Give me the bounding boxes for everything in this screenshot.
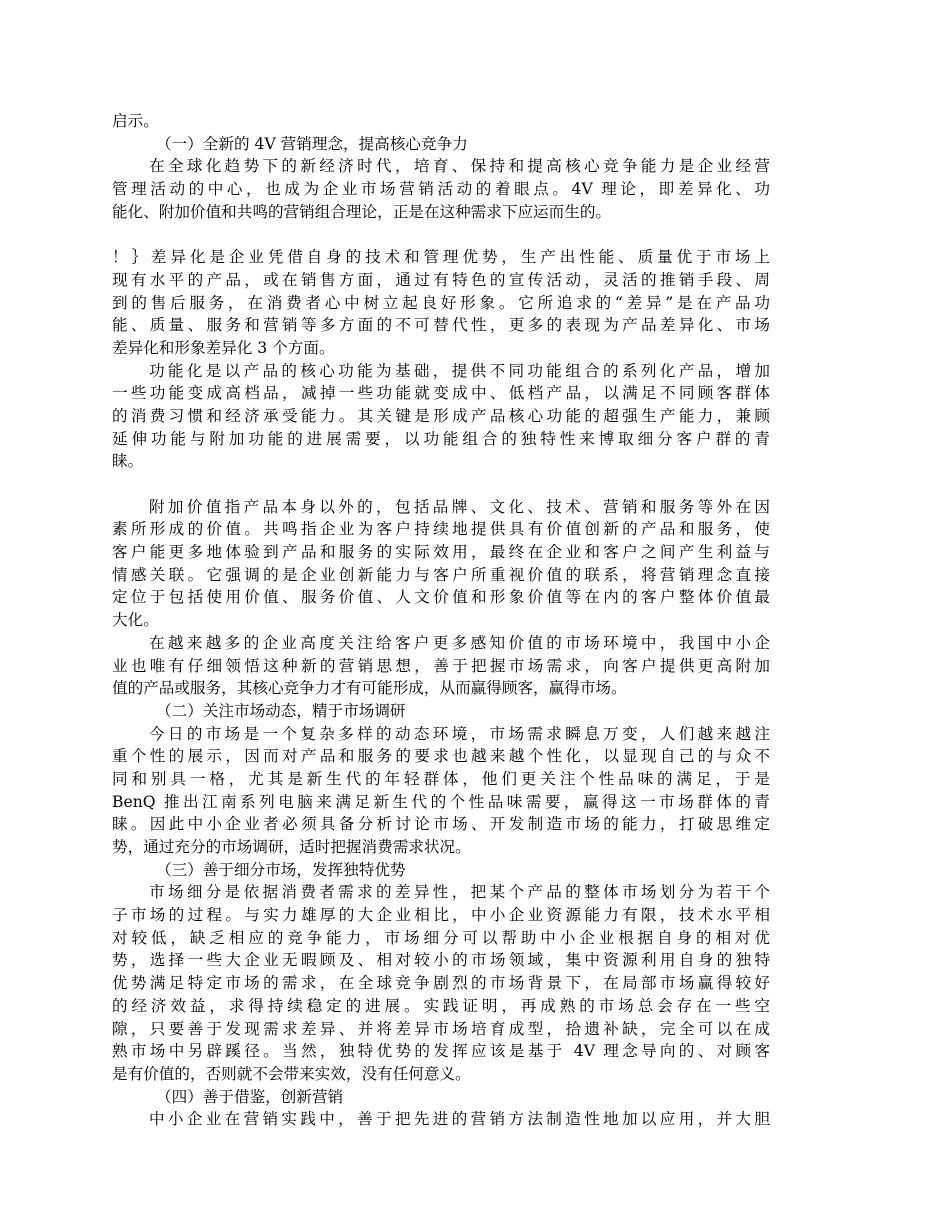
- text-line: 隙，只要善于发现需求差异、并将差异市场培育成型，拾遗补缺，完全可以在成: [112, 1019, 770, 1038]
- blank-line: [112, 223, 770, 246]
- text-line: 睐。: [112, 452, 144, 471]
- text-line: 情感关联。它强调的是企业创新能力与客户所重视价值的联系，将营销理念直接: [112, 565, 770, 584]
- text-line: 能、质量、服务和营销等多方面的不可替代性，更多的表现为产品差异化、市场: [112, 316, 770, 335]
- text-line: 睐。因此中小企业者必须具备分析讨论市场、开发制造市场的能力，打破思维定: [112, 815, 770, 834]
- text-line: 大化。: [112, 611, 159, 630]
- text-line: 业也唯有仔细领悟这种新的营销思想，善于把握市场需求，向客户提供更高附加: [112, 656, 770, 675]
- document-page: [112, 110, 770, 1131]
- section-heading: （三）善于细分市场，发挥独特优势: [156, 860, 406, 879]
- paragraph-first-line: 功能化是以产品的核心功能为基础，提供不同功能组合的系列化产品，增加: [149, 361, 770, 380]
- text-line: 延伸功能与附加功能的进展需要，以功能组合的独特性来博取细分客户群的青: [112, 429, 770, 448]
- paragraph-first-line: 在全球化趋势下的新经济时代，培育、保持和提高核心竞争能力是企业经营: [149, 157, 770, 176]
- text-line: 对较低，缺乏相应的竞争能力，市场细分可以帮助中小企业根据自身的相对优: [112, 928, 770, 947]
- paragraph-first-line: 市场细分是依据消费者需求的差异性，把某个产品的整体市场划分为若干个: [149, 883, 770, 902]
- section-heading: （四）善于借鉴，创新营销: [156, 1087, 344, 1106]
- text-line: 熟市场中另辟蹊径。当然，独特优势的发挥应该是基于 4V 理念导向的、对顾客: [112, 1042, 770, 1061]
- text-line: BenQ 推出江南系列电脑来满足新生代的个性品味需要，赢得这一市场群体的青: [112, 792, 770, 811]
- text-line: 值的产品或服务，其核心竞争力才有可能形成，从而赢得顾客，赢得市场。: [112, 679, 627, 698]
- text-line: 势，通过充分的市场调研，适时把握消费需求状况。: [112, 838, 471, 856]
- paragraph-first-line: 今日的市场是一个复杂多样的动态环境，市场需求瞬息万变，人们越来越注: [149, 724, 770, 743]
- text-line: 子市场的过程。与实力雄厚的大企业相比，中小企业资源能力有限，技术水平相: [112, 906, 770, 925]
- text-line: 的经济效益，求得持续稳定的进展。实践证明，再成熟的市场总会存在一些空: [112, 996, 770, 1015]
- section-heading: （一）全新的 4V 营销理念，提高核心竞争力: [156, 134, 468, 153]
- text-line: 的消费习惯和经济承受能力。其关键是形成产品核心功能的超强生产能力，兼顾: [112, 406, 770, 425]
- text-line: 重个性的展示，因而对产品和服务的要求也越来越个性化，以显现自己的与众不: [112, 747, 770, 766]
- paragraph-first-line: 中小企业在营销实践中，善于把先进的营销方法制造性地加以应用，并大胆: [149, 1110, 770, 1129]
- section-heading: （二）关注市场动态，精于市场调研: [156, 701, 406, 720]
- paragraph-first-line: 附加价值指产品本身以外的，包括品牌、文化、技术、营销和服务等外在因: [149, 497, 770, 516]
- text-line: 到的售后服务，在消费者心中树立起良好形象。它所追求的“差异”是在产品功: [112, 293, 770, 312]
- text-line: 客户能更多地体验到产品和服务的实际效用，最终在企业和客户之间产生利益与: [112, 543, 770, 562]
- text-line: 管理活动的中心，也成为企业市场营销活动的着眼点。4V 理论，即差异化、功: [112, 180, 770, 199]
- text-line: 势，选择一些大企业无暇顾及、相对较小的市场领域，集中资源利用自身的独特: [112, 951, 770, 970]
- text-line: 一些功能变成高档品，减掉一些功能就变成中、低档产品，以满足不同顾客群体: [112, 384, 770, 403]
- text-line: 定位于包括使用价值、服务价值、人文价值和形象价值等在内的客户整体价值最: [112, 588, 770, 607]
- paragraph-first-line: 在越来越多的企业高度关注给客户更多感知价值的市场环境中，我国中小企: [149, 633, 770, 652]
- text-line: 优势满足特定市场的需求，在全球竞争剧烈的市场背景下，在局部市场赢得较好: [112, 974, 770, 993]
- paragraph-first-line: ！｝差异化是企业凭借自身的技术和管理优势，生产出性能、质量优于市场上: [112, 248, 770, 267]
- text-line: 差异化和形象差异化 3 个方面。: [112, 338, 335, 357]
- text-line: 是有价值的，否则就不会带来实效，没有任何意义。: [112, 1064, 471, 1083]
- text-line: 启示。: [112, 112, 159, 130]
- blank-line: [112, 473, 770, 496]
- text-line: 素所形成的价值。共鸣指企业为客户持续地提供具有价值创新的产品和服务，使: [112, 520, 770, 539]
- text-line: 同和别具一格，尤其是新生代的年轻群体，他们更关注个性品味的满足，于是: [112, 769, 770, 788]
- text-line: 能化、附加价值和共鸣的营销组合理论，正是在这种需求下应运而生的。: [112, 202, 612, 221]
- text-line: 现有水平的产品，或在销售方面，通过有特色的宣传活动，灵活的推销手段、周: [112, 270, 770, 289]
